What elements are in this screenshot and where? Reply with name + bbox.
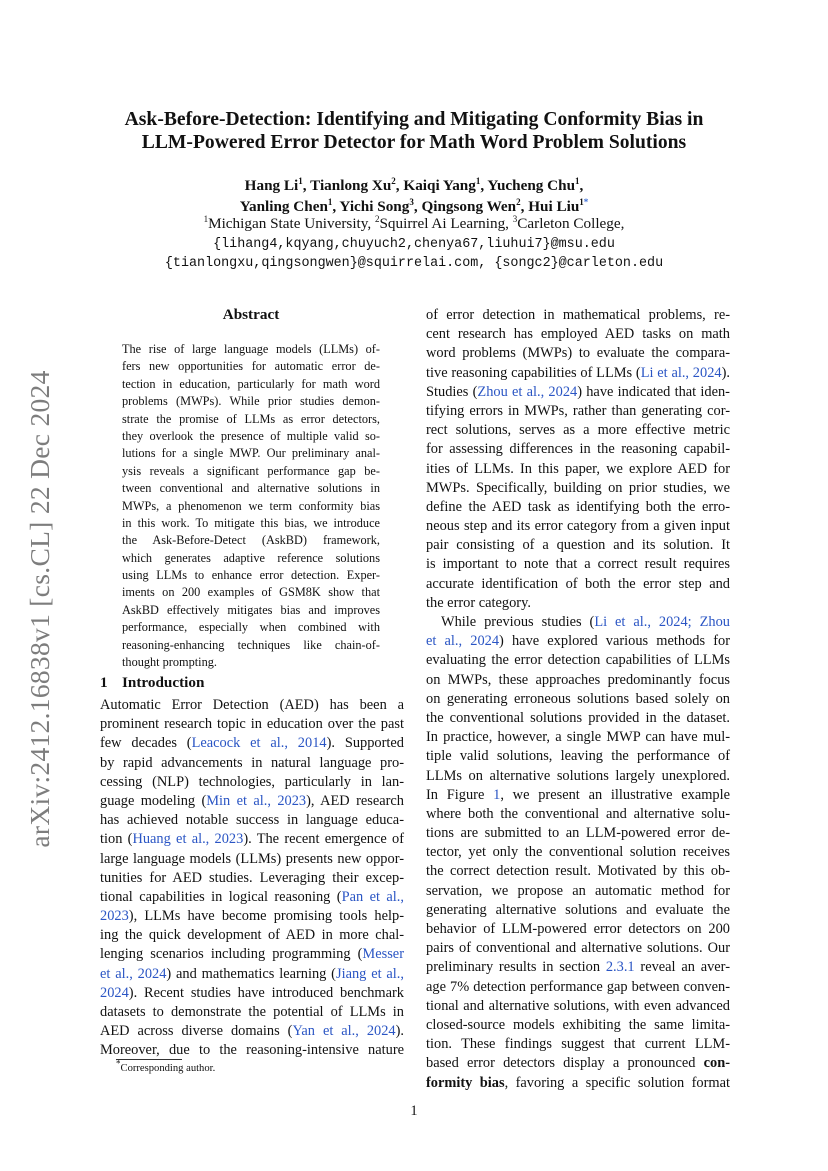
text-line [426, 364, 730, 383]
right-column-text [426, 306, 730, 1093]
abstract-line: performance, especially when combined with [122, 620, 380, 635]
text-run: age 7% detection performance gap between conven- [426, 978, 730, 995]
text-run: AED across diverse domains ( [100, 1023, 293, 1040]
text-run: is important to note that a correct result requires [426, 556, 730, 573]
text-run: , favoring a specific solution format [504, 1074, 730, 1091]
text-run: ). The recent emergence of [243, 831, 405, 848]
text-line [426, 402, 730, 421]
text-line [426, 555, 730, 574]
bold-term: formity bias [426, 1074, 505, 1091]
affiliation-text: Michigan State University, [208, 215, 375, 232]
text-run: has achieved notable success in language educa- [100, 812, 404, 829]
citation-link[interactable]: et al., 2024 [100, 965, 167, 982]
text-line [426, 747, 730, 766]
text-run: behavior of LLM-powered error detectors on 200 [426, 921, 730, 937]
affiliation-text: Squirrel Ai Learning, [379, 215, 513, 232]
text-run: tion. These findings suggest that current LLM- [426, 1036, 730, 1053]
abstract-line: The rise of large language models (LLMs) of- [122, 342, 380, 356]
left-column-text [100, 696, 404, 1061]
text-run: While previous studies ( [441, 614, 595, 630]
abstract-line: the Ask-Before-Detect (AskBD) framework, [122, 533, 380, 548]
author-name: Yucheng Chu [487, 177, 576, 194]
citation-link[interactable]: Messer [362, 946, 404, 963]
text-line [426, 594, 730, 613]
text-line [426, 575, 730, 594]
author-affil-sup: 1 [579, 196, 584, 207]
bold-term: con- [703, 1055, 730, 1072]
author-affil-sup: 1 [298, 175, 303, 186]
paper-title-line-1: Ask-Before-Detection: Identifying and Mitigating Conformity Bias in [124, 109, 704, 130]
citation-link[interactable]: Pan et al., [341, 888, 404, 905]
page-number: 1 [410, 1103, 418, 1119]
text-run: lenging scenarios including programming ( [100, 946, 363, 963]
footnote-text: Corresponding author. [120, 1063, 216, 1074]
text-run: based error detectors display a pronounced [426, 1055, 704, 1072]
text-line [426, 460, 730, 479]
abstract-line: iments on 200 examples of GSM8K show that [122, 585, 380, 600]
text-run: on generating erroneous solutions based solely on [426, 690, 730, 707]
author-sep: , [480, 177, 488, 194]
text-run: In practice, however, a single MWP can have mul- [426, 729, 730, 746]
text-run: neous step and its error category from a given input [426, 518, 730, 535]
abstract-line: they overlook the presence of multiple valid so- [122, 428, 380, 443]
text-run: ) and mathematics learning ( [166, 965, 336, 982]
text-line [426, 997, 730, 1016]
author-affil-sup: 2 [391, 175, 396, 186]
author-line-1 [96, 175, 732, 196]
text-line [426, 325, 730, 344]
footnote [116, 1058, 216, 1074]
arxiv-stamp-text: arXiv:2412.16838v1 [cs.CL] 22 Dec 2024 [24, 370, 55, 848]
text-line [100, 734, 404, 753]
abstract-line: in this work. To mitigate this bias, we introduce [122, 515, 380, 530]
author-name: Kaiqi Yang [403, 177, 476, 194]
citation-link[interactable]: Li et al., 2024; Zhou [594, 614, 730, 630]
text-run: tifying errors in MWPs, rather than generating cor- [426, 402, 730, 419]
text-line [100, 907, 404, 926]
text-run: by rapid advancements in natural language pro- [100, 754, 404, 771]
citation-link[interactable]: Li et al., 2024 [640, 364, 722, 381]
abstract-line: tween conventional and alternative solutions in [122, 481, 380, 496]
text-line [426, 632, 730, 651]
author-affil-sup: 3 [409, 196, 414, 207]
author-sep: , [395, 177, 404, 194]
text-line [426, 709, 730, 728]
text-run: cessing (NLP) technologies, particularly in lan- [100, 773, 404, 790]
text-line [100, 888, 404, 907]
text-run: prominent research topic in education over the past [100, 716, 404, 733]
text-line [426, 671, 730, 690]
text-run: ), AED research [306, 792, 404, 809]
corresponding-mark: * [583, 196, 589, 207]
author-name: Tianlong Xu [310, 177, 392, 194]
text-run: tector, yet only the conventional solution receives [426, 844, 730, 861]
text-run: ) have explored various methods for [499, 633, 730, 650]
text-run: LLMs on alternative solutions largely unexplored. [426, 767, 730, 784]
text-run: of error detection in mathematical problems, re- [426, 307, 730, 323]
text-run: large language models (LLMs) presents new oppor- [100, 850, 404, 867]
text-run: ). [721, 364, 730, 381]
text-run: on MWPs, these approaches predominantly focus [426, 671, 730, 688]
text-line [100, 830, 404, 849]
text-line [426, 824, 730, 843]
text-line [426, 306, 730, 325]
citation-link[interactable]: Huang et al., 2023 [132, 831, 244, 848]
abstract-line: MWPs, a phenomenon we term conformity bias [122, 498, 380, 513]
text-line [426, 421, 730, 440]
text-line [100, 1003, 404, 1022]
text-run: MWPs. Specifically, building on prior studies, we [426, 479, 730, 496]
text-line [426, 1016, 730, 1035]
citation-link[interactable]: 2.3.1 [605, 959, 635, 976]
affiliation-sup: 1 [203, 213, 209, 224]
text-run: tiple valid solutions, leaving the performance of [426, 748, 730, 765]
text-line [100, 792, 404, 811]
text-line [426, 920, 730, 939]
text-line [100, 965, 404, 984]
text-line [426, 344, 730, 363]
abstract-line: which generates adaptive reference solutions [122, 550, 380, 565]
section-title: Introduction [122, 674, 205, 691]
text-run: ), LLMs have become promising tools help- [128, 908, 404, 925]
text-run: Automatic Error Detection (AED) has been a [100, 697, 404, 713]
paper-title-line-2: LLM-Powered Error Detector for Math Word Problem Solutions [141, 132, 687, 153]
text-run: the conventional solutions provided in the dataset. [426, 709, 730, 726]
text-run: pair consisting of a question and its solution. It [426, 537, 730, 554]
abstract-line: using LLMs to enhance error detection. Exper- [122, 568, 380, 583]
author-name: Hang Li [244, 177, 299, 194]
author-affil-sup: 1 [575, 175, 580, 186]
affiliation-sup: 3 [512, 213, 518, 224]
text-line [100, 945, 404, 964]
affiliation-text: Carleton College, [517, 215, 625, 232]
text-run: for assessing differences in the reasoning capabil- [426, 441, 730, 458]
footnote-mark: * [116, 1058, 121, 1069]
abstract-line: ysis reveals a significant performance gap be- [122, 463, 380, 478]
section-heading [100, 674, 204, 692]
abstract-line: AskBD effectively mitigates bias and improves [122, 602, 380, 617]
abstract-body [122, 341, 380, 671]
text-line [100, 811, 404, 830]
footnote-rule [116, 1059, 182, 1060]
text-line [426, 767, 730, 786]
text-line [426, 517, 730, 536]
text-run: ities of LLMs. In this paper, we explore AED for [426, 460, 730, 477]
text-line [426, 882, 730, 901]
citation-link[interactable]: Yan et al., 2024 [292, 1023, 396, 1040]
abstract-line: tection in education, particularly for math word [122, 376, 380, 391]
text-run: guage modeling ( [100, 792, 207, 809]
text-line [100, 1022, 404, 1041]
text-line [426, 440, 730, 459]
abstract-line: lutions for a single MWP. Our preliminary anal- [122, 446, 380, 461]
text-line [426, 843, 730, 862]
text-run: ). Supported [326, 735, 404, 752]
abstract-heading: Abstract [222, 306, 280, 323]
abstract-line: reasoning-enhancing techniques like chain-of- [122, 637, 380, 652]
text-line [100, 696, 404, 715]
text-run: generating alternative solutions and evaluate the [426, 901, 730, 918]
affiliation-sup: 2 [374, 213, 380, 224]
text-run: few decades ( [100, 735, 192, 752]
text-line [426, 1074, 730, 1093]
text-line [426, 613, 730, 632]
citation-link[interactable]: 2024 [100, 984, 129, 1001]
text-run: datasets to demonstrate the potential of LLMs in [100, 1004, 404, 1020]
text-run: where both the conventional and alternative solu- [426, 805, 730, 822]
text-line [426, 498, 730, 517]
author-name: Yichi Song [339, 198, 410, 215]
text-run: the correct detection result. Motivated by this ob- [426, 863, 730, 880]
author-sep: , [413, 198, 422, 215]
author-name: Qingsong Wen [421, 198, 517, 215]
text-line [426, 901, 730, 920]
text-line [426, 1054, 730, 1073]
text-run: ing the quick development of AED in more chal- [100, 927, 404, 944]
text-line [100, 754, 404, 773]
text-run: tunities for AED studies. Leveraging their excep- [100, 869, 404, 886]
author-affil-sup: 2 [516, 196, 521, 207]
email-2: {tianlongxu,qingsongwen}@squirrelai.com, {songc2}@carleton.edu [164, 256, 664, 271]
citation-link[interactable]: Jiang et al., [335, 965, 404, 982]
text-line [100, 984, 404, 1003]
text-run: preliminary results in section [426, 959, 606, 976]
text-line [100, 850, 404, 869]
text-run: tions are submitted to an LLM-powered error de- [426, 825, 730, 842]
text-run: Studies ( [426, 383, 478, 400]
text-line [100, 1041, 404, 1060]
text-line [100, 773, 404, 792]
text-line [426, 651, 730, 670]
text-run: Moreover, due to the reasoning-intensive nature [100, 1042, 404, 1059]
text-run: ). Recent studies have introduced benchmark [128, 984, 404, 1001]
text-line [426, 862, 730, 881]
text-run: evaluating the error detection capabilities of LLMs [426, 652, 730, 669]
author-sep: , [520, 198, 529, 215]
text-line [426, 728, 730, 747]
text-run: servation, we propose an automatic method for [426, 882, 730, 899]
citation-link[interactable]: 2023 [100, 908, 129, 925]
author-name: Yanling Chen [239, 198, 328, 215]
text-run: rect solutions, serves as a more effective metric [426, 422, 730, 439]
text-run: tive reasoning capabilities of LLMs ( [426, 364, 641, 381]
citation-link[interactable]: Zhou et al., 2024 [477, 383, 578, 400]
text-line [100, 926, 404, 945]
text-run: tional and alternative solutions, with even advanced [426, 997, 730, 1014]
text-run: , we present an illustrative example [500, 786, 730, 803]
author-sep: , [579, 177, 584, 194]
text-run: word problems (MWPs) to evaluate the compara- [426, 345, 730, 362]
text-line [100, 715, 404, 734]
arxiv-stamp [20, 366, 60, 852]
abstract-line: thought prompting. [122, 655, 217, 670]
abstract-line: problems (MWPs). While prior studies demon- [122, 394, 380, 409]
text-run: tional capabilities in logical reasoning ( [100, 888, 342, 905]
text-line [426, 786, 730, 805]
text-line [426, 1035, 730, 1054]
text-line [426, 690, 730, 709]
author-sep: , [332, 198, 340, 215]
text-line [426, 536, 730, 555]
author-affil-sup: 1 [327, 196, 333, 207]
text-line [426, 978, 730, 997]
text-run: In Figure [426, 786, 494, 803]
abstract-line: fers new opportunities for automatic error de- [122, 359, 380, 374]
affiliations [96, 213, 732, 234]
text-line [426, 939, 730, 958]
text-line [426, 805, 730, 824]
citation-link[interactable]: 1 [493, 786, 501, 803]
text-run: ) have indicated that iden- [577, 383, 730, 400]
text-run: cent research has employed AED tasks on math [426, 326, 730, 343]
section-number: 1 [100, 674, 108, 691]
text-run: pairs of conventional and alternative solutions. Our [426, 940, 730, 957]
text-line [100, 869, 404, 888]
citation-link[interactable]: Min et al., 2023 [206, 792, 307, 809]
text-run: define the AED task as identifying both the erro- [426, 498, 730, 515]
text-line [426, 383, 730, 402]
citation-link[interactable]: et al., 2024 [426, 633, 500, 650]
email-1: {lihang4,kqyang,chuyuch2,chenya67,liuhui7}@msu.edu [213, 237, 615, 252]
text-run: accurate identification of both the error step and [426, 575, 730, 592]
email-line-2 [96, 251, 732, 274]
citation-link[interactable]: Leacock et al., 2014 [191, 735, 327, 752]
abstract-line: strate the promise of LLMs as error detectors, [122, 411, 380, 426]
author-name: Hui Liu [528, 198, 580, 215]
text-run: the error category. [426, 594, 531, 611]
text-run: ). [395, 1023, 404, 1040]
text-run: tion ( [100, 831, 133, 848]
author-affil-sup: 1 [475, 175, 481, 186]
text-run: reveal an aver- [634, 959, 730, 976]
author-sep: , [302, 177, 311, 194]
text-line [426, 479, 730, 498]
text-line [426, 958, 730, 977]
text-run: closed-source models exhibiting the same limita- [426, 1016, 730, 1033]
